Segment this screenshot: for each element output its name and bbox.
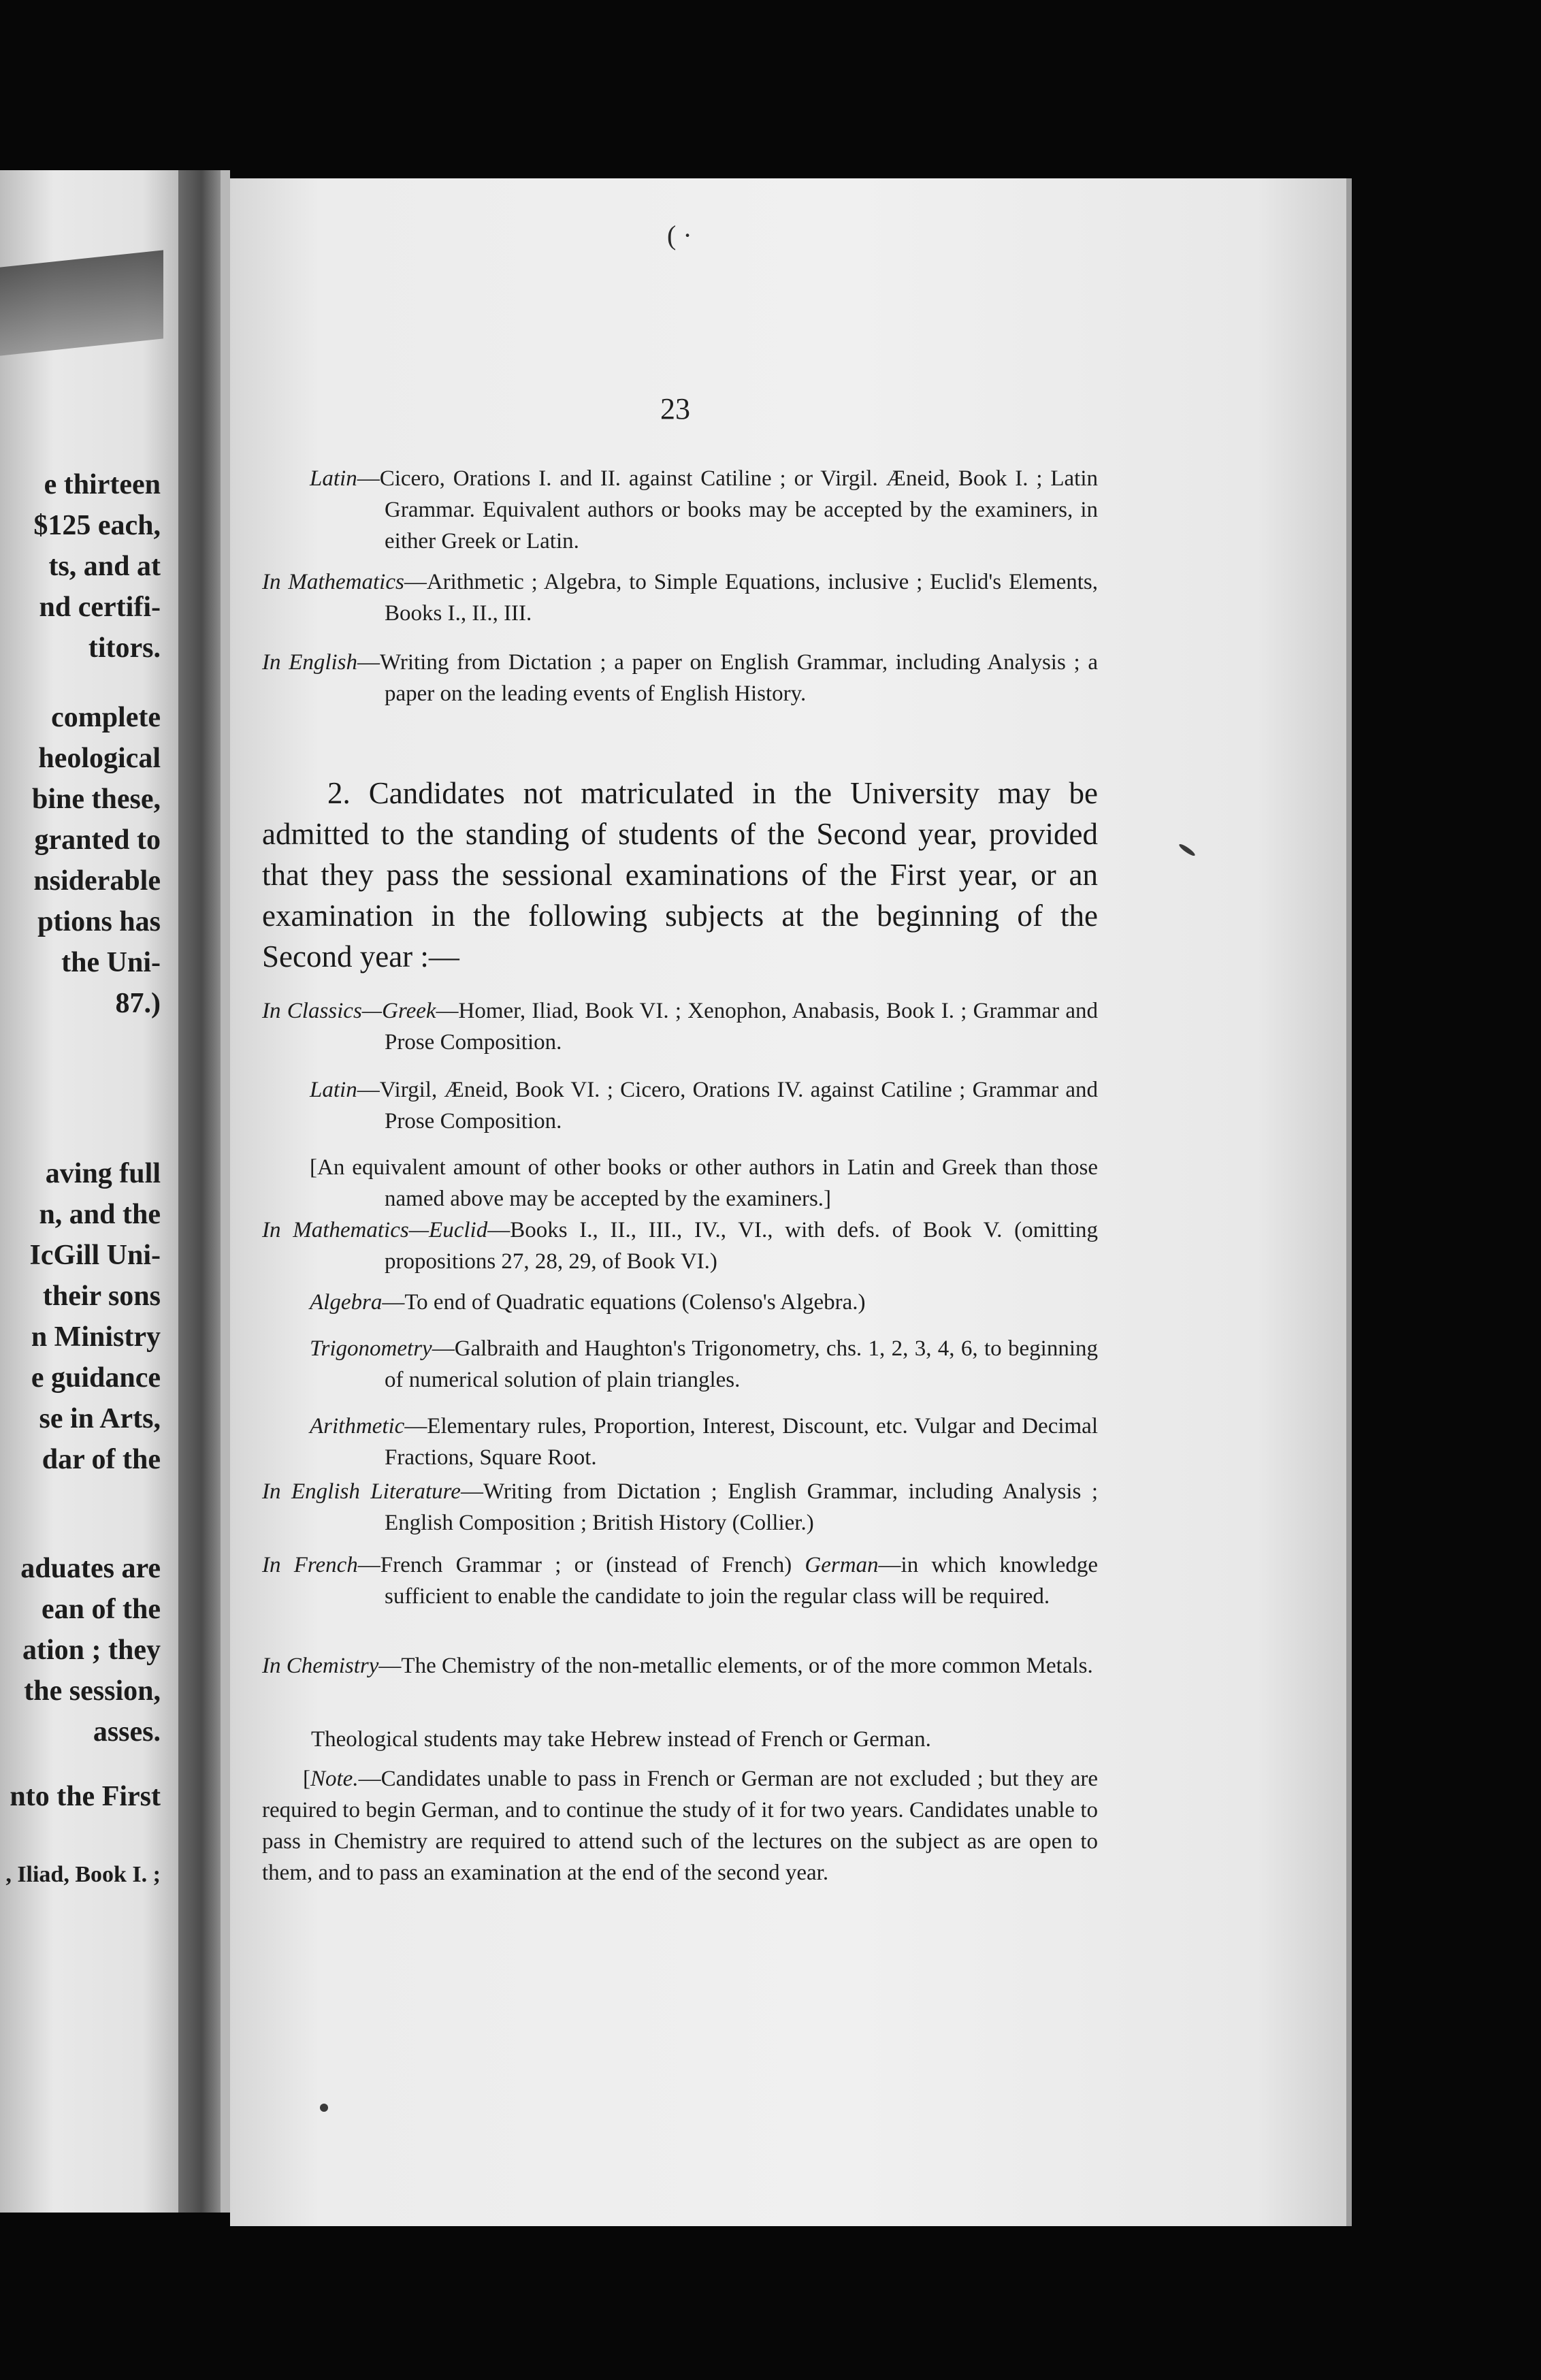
- french-text-b: —in which knowledge sufficient to enable the candidate to join the regular class will be required.: [385, 1553, 1099, 1609]
- left-page-line: e guidance: [31, 1362, 161, 1394]
- prefix-in: In: [262, 1553, 281, 1577]
- section1-mathematics: [262, 566, 1098, 629]
- left-page-line: n Ministry: [31, 1321, 161, 1353]
- label-latin: Latin: [310, 466, 357, 491]
- prefix-in: In: [262, 1479, 281, 1504]
- left-page-line: aving full: [45, 1158, 161, 1189]
- left-page-line: titors.: [88, 632, 161, 664]
- prefix-in: In: [262, 650, 281, 675]
- prefix-in: In: [262, 1654, 281, 1678]
- left-page-line: heological: [38, 743, 161, 774]
- label-trigonometry: Trigonometry: [310, 1336, 432, 1361]
- label-arithmetic: Arithmetic: [310, 1414, 405, 1438]
- left-page-line: bine these,: [32, 784, 161, 815]
- left-page-line: , Iliad, Book I. ;: [5, 1862, 161, 1887]
- chemistry-text: —The Chemistry of the non-metallic elements, or of the more common Metals.: [378, 1654, 1093, 1678]
- section2-note: [262, 1763, 1098, 1888]
- left-page-line: dar of the: [42, 1444, 161, 1475]
- left-page-line: 87.): [115, 988, 161, 1019]
- page-edge: [1346, 178, 1352, 2226]
- left-page-line: asses.: [93, 1716, 161, 1748]
- paragraph-2: [262, 773, 1098, 977]
- english-literature-text: —Writing from Dictation ; English Grammar, including Analysis ; English Composition ; British History (Collier.): [385, 1479, 1099, 1535]
- left-page-line: their sons: [42, 1281, 161, 1312]
- prefix-in: In: [262, 999, 281, 1023]
- left-page-line: ptions has: [37, 906, 161, 937]
- prefix-in: In: [262, 1218, 281, 1242]
- note-open-bracket: [: [303, 1767, 310, 1791]
- label-mathematics: Mathematics: [288, 570, 404, 594]
- ink-speck: [320, 2104, 328, 2112]
- section2-equivalent: [262, 1152, 1098, 1215]
- algebra-text: —To end of Quadratic equations (Colenso's Algebra.): [382, 1290, 866, 1315]
- note-text: —Candidates unable to pass in French or German are not excluded ; but they are required to begin German, and to continue the study of it for two years. Candidates unable to pass in Chemistry are required to attend such of the lectures on the subject as are open to them, and to pass an examination at the end of the second year.: [262, 1767, 1098, 1885]
- left-page-line: ean of the: [42, 1594, 161, 1625]
- french-text-a: —French Grammar ; or (instead of French): [357, 1553, 805, 1577]
- section1-english: [262, 647, 1098, 709]
- label-english: English: [289, 650, 358, 675]
- euclid-text: —Books I., II., III., IV., VI., with defs. of Book V. (omitting propositions 27, 28, 29, of Book VI.): [385, 1218, 1098, 1274]
- latin-text: —Cicero, Orations I. and II. against Catiline ; or Virgil. Æneid, Book I. ; Latin Grammar. Equivalent authors or books may be accepted by the examiners, in either Greek or Latin.: [357, 466, 1098, 553]
- label-german: German: [805, 1553, 879, 1577]
- section2-classics: [262, 995, 1098, 1058]
- section2-trigonometry: [262, 1333, 1098, 1396]
- prefix-in: In: [262, 570, 281, 594]
- label-mathematics-euclid: Mathematics—Euclid: [293, 1218, 488, 1242]
- left-page-line: nsiderable: [33, 865, 161, 897]
- left-page-line: e thirteen: [44, 469, 161, 500]
- arithmetic-text: —Elementary rules, Proportion, Interest, Discount, etc. Vulgar and Decimal Fractions, Square Root.: [385, 1414, 1098, 1470]
- trigonometry-text: —Galbraith and Haughton's Trigonometry, chs. 1, 2, 3, 4, 6, to beginning of numerical solution of plain triangles.: [385, 1336, 1098, 1392]
- page-number: 23: [660, 392, 690, 425]
- english-text: —Writing from Dictation ; a paper on English Grammar, including Analysis ; a paper on the leading events of English History.: [357, 650, 1098, 706]
- left-page-line: nto the First: [10, 1781, 161, 1812]
- left-page-line: the session,: [24, 1675, 161, 1707]
- section1-latin: [262, 463, 1098, 557]
- section2-hebrew: [262, 1724, 1098, 1755]
- section2-french: [262, 1549, 1098, 1612]
- section2-english-literature: [262, 1476, 1098, 1539]
- label-classics-greek: Classics—Greek: [287, 999, 436, 1023]
- latin-text-2: —Virgil, Æneid, Book VI. ; Cicero, Orations IV. against Catiline ; Grammar and Prose Composition.: [357, 1078, 1098, 1133]
- left-page-line: complete: [51, 702, 161, 733]
- mathematics-text: —Arithmetic ; Algebra, to Simple Equations, inclusive ; Euclid's Elements, Books I., II., III.: [385, 570, 1098, 626]
- left-page-line: IcGill Uni-: [29, 1240, 161, 1271]
- label-chemistry: Chemistry: [286, 1654, 379, 1678]
- left-page-line: aduates are: [20, 1553, 161, 1584]
- left-page-line: the Uni-: [61, 947, 161, 978]
- left-page-line: $125 each,: [33, 510, 161, 541]
- left-page-line: n, and the: [39, 1199, 161, 1230]
- hebrew-text: Theological students may take Hebrew instead of French or German.: [311, 1727, 931, 1752]
- left-page-shadow: [0, 250, 163, 355]
- left-page-line: granted to: [34, 824, 161, 856]
- label-english-literature: English Literature: [291, 1479, 461, 1504]
- label-note: Note.: [310, 1767, 359, 1791]
- classics-text: —Homer, Iliad, Book VI. ; Xenophon, Anabasis, Book I. ; Grammar and Prose Composition.: [385, 999, 1098, 1055]
- section2-algebra: [262, 1287, 1098, 1318]
- section2-latin: [262, 1074, 1098, 1137]
- book-gutter-edge: [221, 170, 230, 2213]
- left-page-line: se in Arts,: [39, 1403, 161, 1434]
- book-gutter: [178, 170, 221, 2213]
- section2-chemistry: [262, 1650, 1098, 1682]
- label-french: French: [293, 1553, 358, 1577]
- section2-euclid: [262, 1215, 1098, 1277]
- left-page-line: ation ; they: [22, 1635, 161, 1666]
- label-algebra: Algebra: [310, 1290, 383, 1315]
- section2-arithmetic: [262, 1411, 1098, 1473]
- left-page-line: nd certifi-: [39, 592, 161, 623]
- equivalent-text: [An equivalent amount of other books or other authors in Latin and Greek than those named above may be accepted by the examiners.]: [310, 1155, 1098, 1211]
- label-latin: Latin: [310, 1078, 357, 1102]
- paragraph-2-text: 2. Candidates not matriculated in the University may be admitted to the standing of students of the Second year, provided that they pass the sessional examinations of the First year, or an examination in the following subjects at the beginning of the Second year :—: [262, 776, 1098, 974]
- left-page-line: ts, and at: [48, 551, 161, 582]
- page-mark: ( ·: [667, 220, 692, 251]
